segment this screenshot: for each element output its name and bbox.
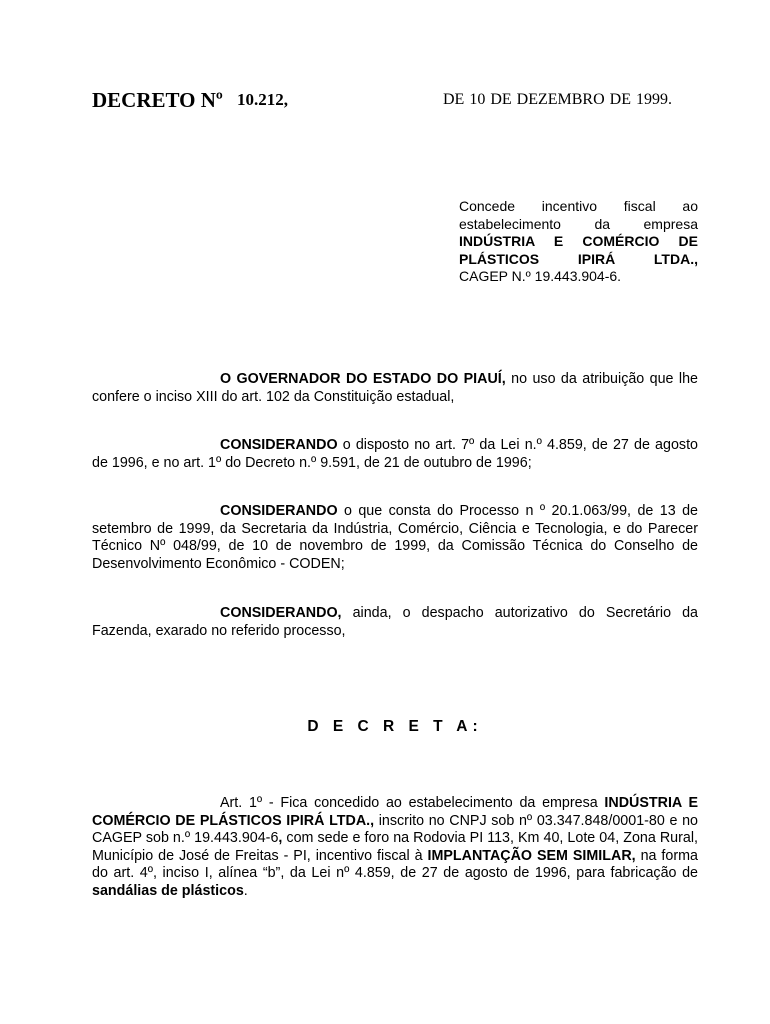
considerando-3-bold: CONSIDERANDO, [220,605,342,621]
governador-bold: O GOVERNADOR DO ESTADO DO PIAUÍ, [220,371,506,387]
art1-part-3: com sede e foro na Rodovia PI 113, Km 40, Lote 04, Zona Rural, Município de José de Freitas - PI, incentivo fiscal à [92,830,698,864]
considerando-2-bold: CONSIDERANDO [220,503,338,519]
ementa-line-2: estabelecimento da empresa [459,215,698,232]
governador-text: no uso da atribuição que lhe confere o inciso XIII do art. 102 da Constituição estadual, [92,371,698,405]
art1-end: . [243,882,248,899]
decreta-heading: D E C R E T A: [307,718,483,735]
considerando-paragraph-1 [92,437,698,472]
decree-header [92,88,700,116]
ementa-block [459,198,698,286]
art1-product: sandálias de plásticos [92,882,244,899]
considerando-2-text: o que consta do Processo n º 20.1.063/99, de 13 de setembro de 1999, da Secretaria da Indústria, Comércio, Ciência e Tecnologia, e do Parecer Técnico Nº 048/99, de 10 de novembro de 1999, da Comissão Técnica do Conselho de Desenvolvimento Econômico - CODEN; [92,503,698,572]
considerando-1-bold: CONSIDERANDO [220,437,338,453]
governador-paragraph [92,371,698,406]
ementa-cagep: CAGEP N.º 19.443.904-6. [459,268,622,285]
considerando-paragraph-2 [92,503,698,573]
considerando-paragraph-3 [92,605,698,640]
ementa-company-line-1: INDÚSTRIA E COMÉRCIO DE [459,233,698,250]
considerando-1-text: o disposto no art. 7º da Lei n.º 4.859, de 27 de agosto de 1996, e no art. 1º do Decreto n.º 9.591, de 21 de outubro de 1996; [92,437,698,471]
art1-part-1: Art. 1º - Fica concedido ao estabelecimento da empresa [220,795,605,811]
art1-incentive: IMPLANTAÇÃO SEM SIMILAR, [427,847,636,864]
art1-part-2: inscrito no CNPJ sob nº 03.347.848/0001-80 e no CAGEP sob n.º 19.443.904-6 [92,812,698,847]
art1-comma: , [278,830,283,847]
ementa-line-1: Concede incentivo fiscal ao [459,198,698,214]
ementa-company-line-2: PLÁSTICOS IPIRÁ LTDA., [459,250,698,267]
art1-part-4: na forma do art. 4º, inciso I, alínea “b”, da Lei nº 4.859, de 27 de agosto de 1996, para fabricação de [92,847,698,882]
decree-label: DECRETO Nº [92,88,223,112]
decree-date: DE 10 DE DEZEMBRO DE 1999. [443,91,672,108]
article-1-paragraph [92,795,698,901]
decree-number: 10.212, [237,90,288,109]
considerando-3-text: ainda, o despacho autorizativo do Secretário da Fazenda, exarado no referido processo, [92,605,698,639]
art1-company: INDÚSTRIA E COMÉRCIO DE PLÁSTICOS IPIRÁ LTDA., [92,795,698,829]
